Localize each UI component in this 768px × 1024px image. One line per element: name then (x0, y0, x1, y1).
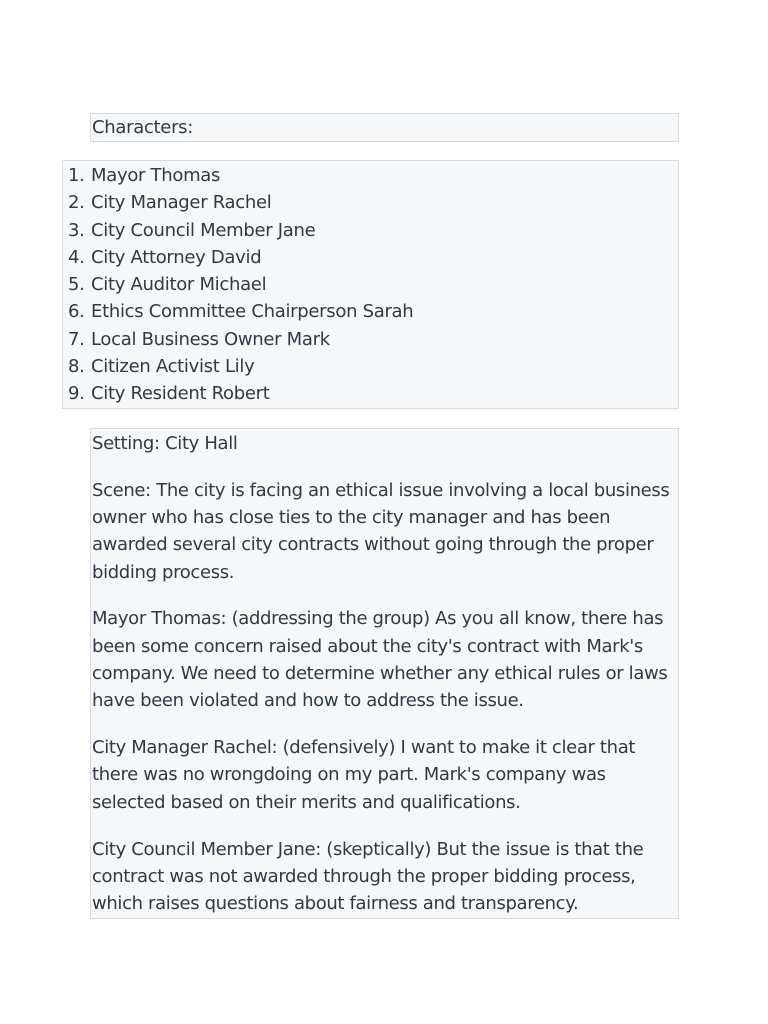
characters-heading: Characters: (90, 113, 679, 142)
list-item (63, 189, 678, 216)
list-number: 8. (68, 356, 85, 378)
characters-list (63, 162, 678, 408)
character-name: City Resident Robert (91, 383, 270, 405)
list-number: 4. (68, 246, 85, 268)
dialogue-paragraph: City Council Member Jane: (skeptically) But the issue is that the contract was not awarded through the proper bidding process, which raises questions about fairness and transparency. (92, 838, 644, 915)
list-number: 9. (68, 383, 85, 405)
list-number: 7. (68, 328, 85, 350)
dialogue-paragraph: Mayor Thomas: (addressing the group) As you all know, there has been some concern raised about the city's contract with Mark's company. We need to determine whether any ethical rules or laws have been violated and how to address the issue. (92, 608, 668, 712)
scene-paragraph: Scene: The city is facing an ethical issue involving a local business owner who has close ties to the city manager and has been awarded several city contracts without going through the proper bidding process. (92, 479, 670, 583)
character-name: Local Business Owner Mark (91, 328, 330, 350)
character-name: Ethics Committee Chairperson Sarah (91, 301, 414, 323)
character-name: Mayor Thomas (91, 165, 221, 186)
list-item (63, 244, 678, 271)
list-number: 5. (68, 274, 85, 296)
list-item (63, 298, 678, 325)
character-name: City Council Member Jane (91, 219, 316, 241)
character-name: City Auditor Michael (91, 274, 267, 296)
dialogue-paragraph: City Manager Rachel: (defensively) I want to make it clear that there was no wrongdoing on my part. Mark's company was selected based on their merits and qualifications. (92, 737, 636, 813)
character-name: Citizen Activist Lily (91, 356, 255, 378)
list-number: 1. (68, 165, 85, 186)
list-item (63, 353, 678, 380)
list-item (63, 162, 678, 189)
list-item (63, 217, 678, 244)
script-content (90, 428, 679, 919)
list-number: 3. (68, 219, 85, 241)
list-item (63, 380, 678, 407)
characters-list-box (62, 160, 679, 409)
character-name: City Attorney David (91, 246, 262, 268)
setting-paragraph: Setting: City Hall (92, 433, 238, 454)
list-number: 2. (68, 192, 85, 214)
list-item (63, 326, 678, 353)
list-number: 6. (68, 301, 85, 323)
character-name: City Manager Rachel (91, 192, 272, 214)
list-item (63, 271, 678, 298)
